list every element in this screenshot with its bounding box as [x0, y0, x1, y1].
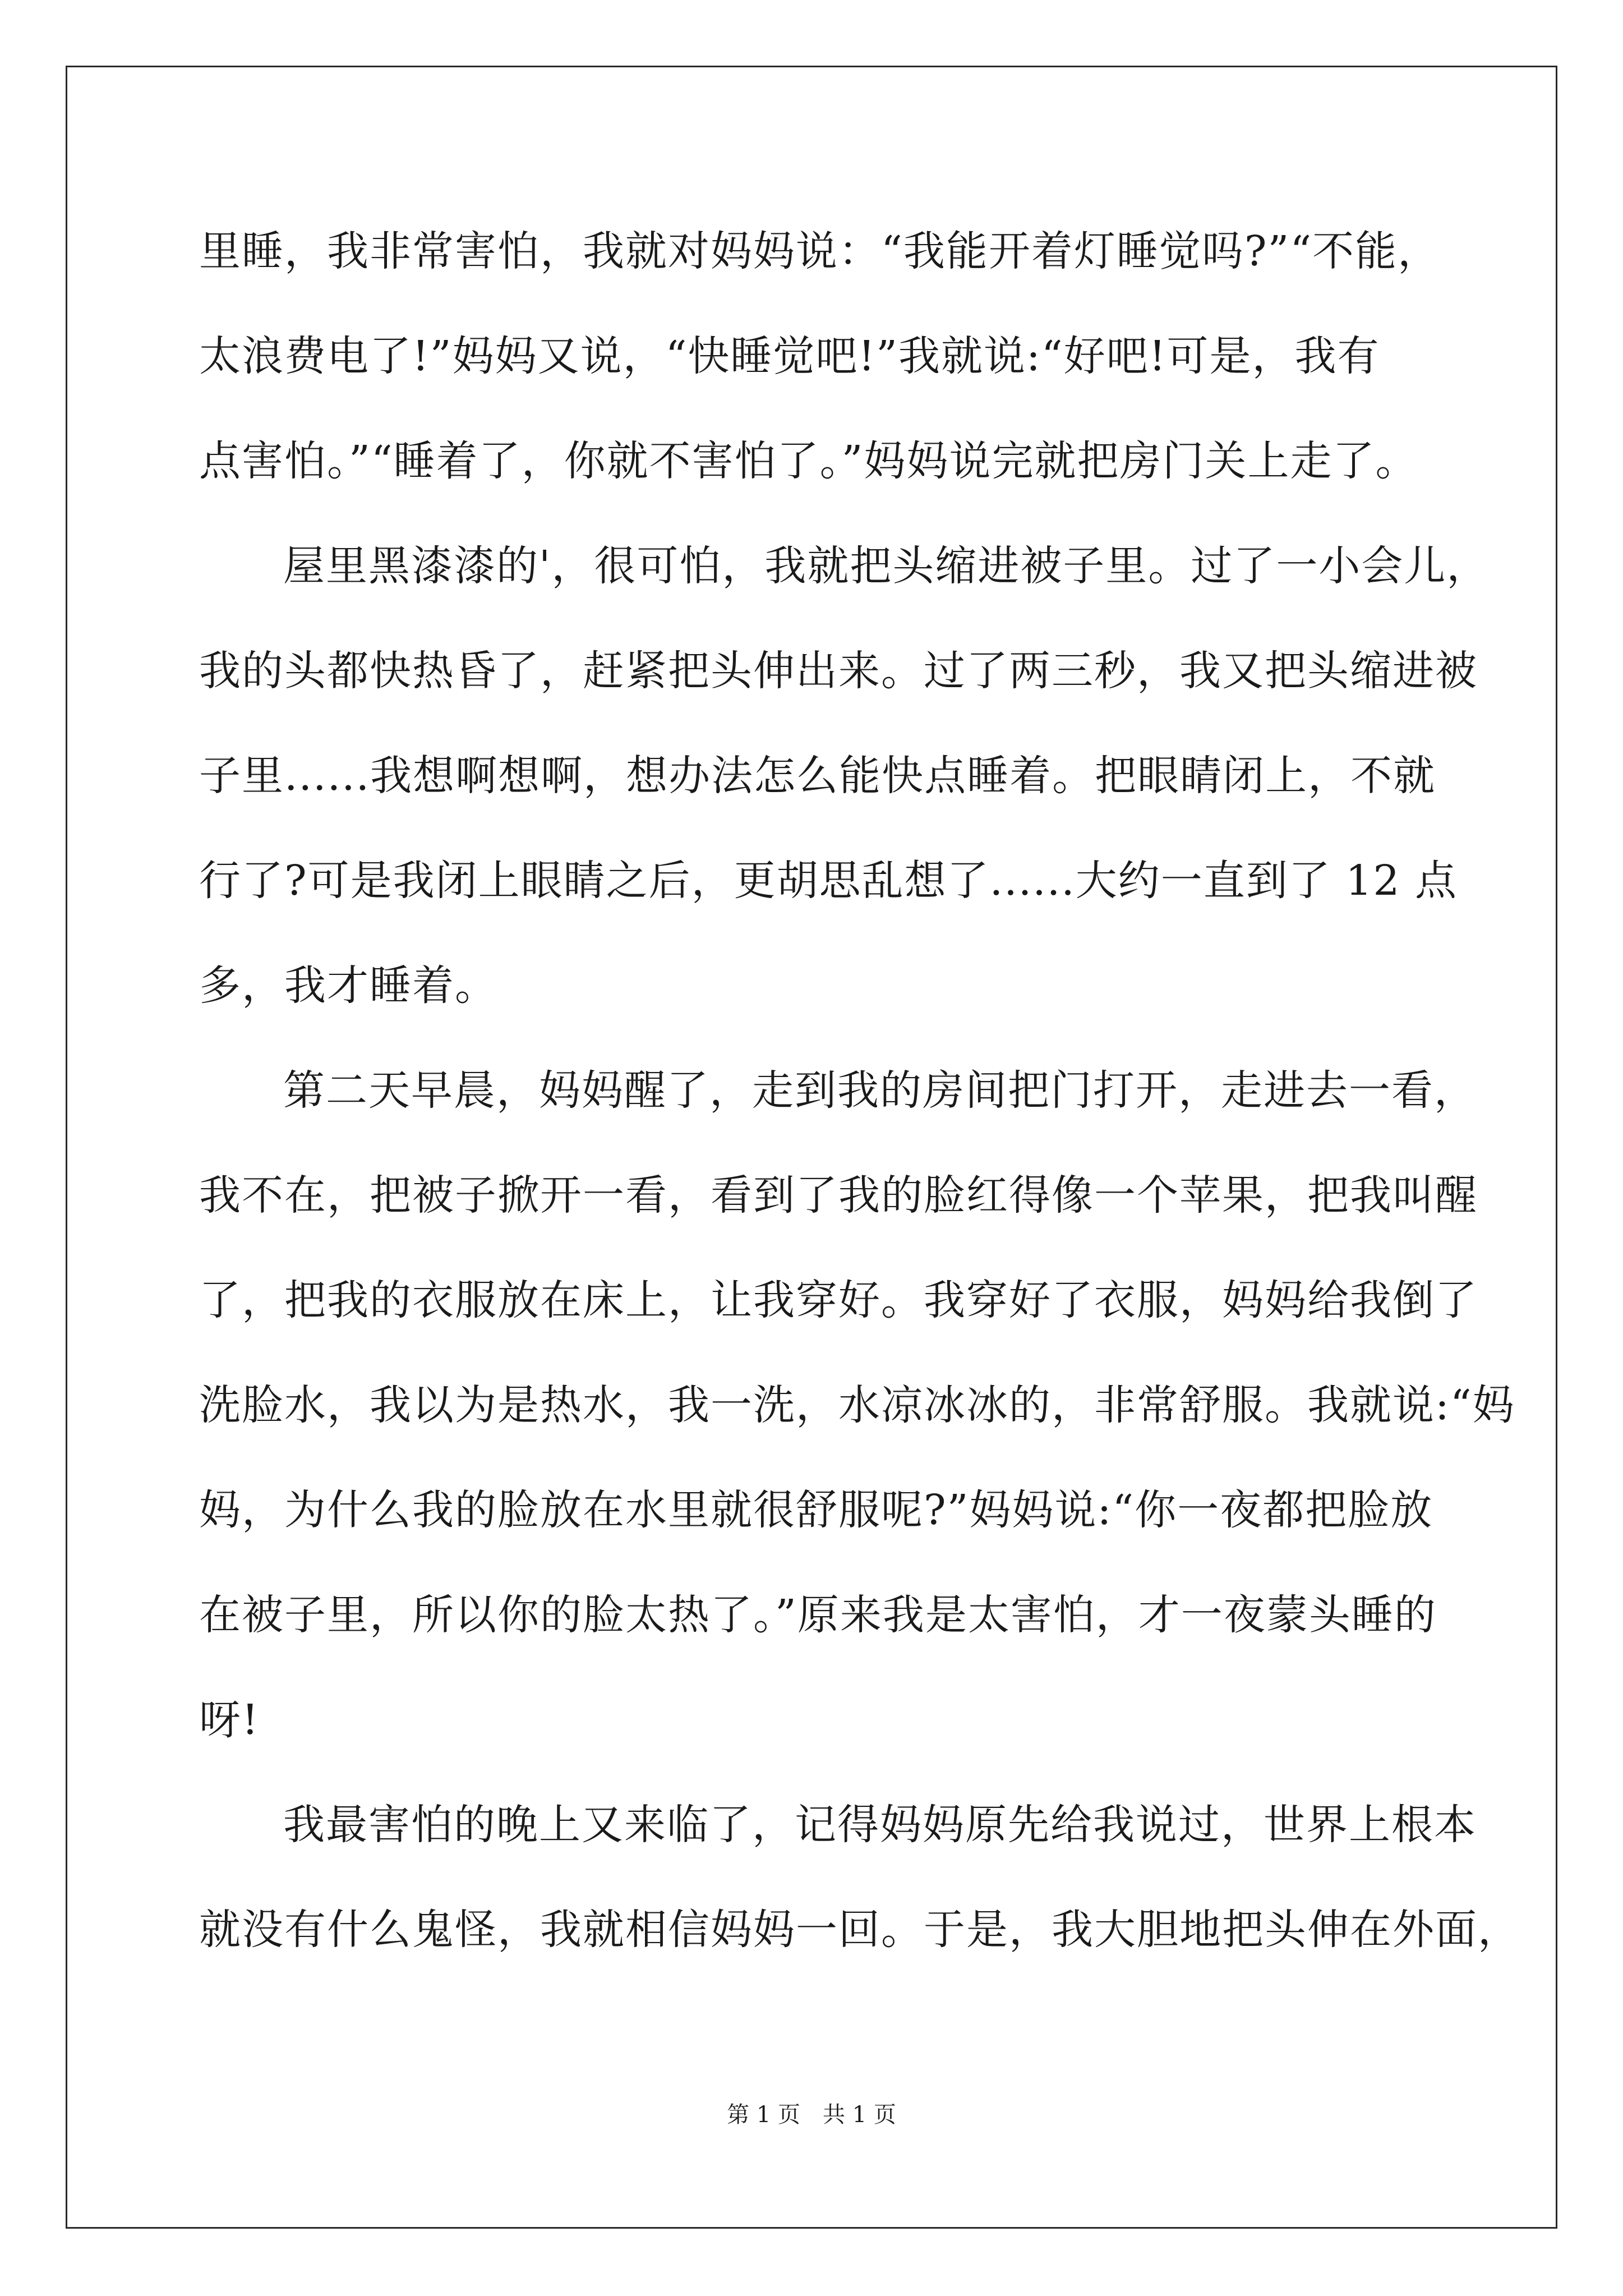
text-line: 行了?可是我闭上眼睛之后，更胡思乱想了......大约一直到了 12 点 [199, 857, 1458, 905]
text-line: 我的头都快热昏了，赶紧把头伸出来。过了两三秒，我又把头缩进被 [199, 647, 1478, 695]
text-line: 太浪费电了!”妈妈又说，“快睡觉吧!”我就说:“好吧!可是，我有 [199, 332, 1380, 380]
paragraph-first-line: 屋里黑漆漆的'，很可怕，我就把头缩进被子里。过了一小会儿， [283, 542, 1490, 590]
text-line: 了，把我的衣服放在床上，让我穿好。我穿好了衣服，妈妈给我倒了 [199, 1276, 1478, 1324]
paragraph-first-line: 第二天早晨，妈妈醒了，走到我的房间把门打开，走进去一看， [283, 1066, 1477, 1115]
text-line: 就没有什么鬼怪，我就相信妈妈一回。于是，我大胆地把头伸在外面， [199, 1906, 1520, 1954]
paragraph-first-line: 我最害怕的晚上又来临了，记得妈妈原先给我说过，世界上根本 [283, 1801, 1477, 1849]
document-body [199, 199, 1520, 1982]
text-line: 呀! [199, 1696, 260, 1744]
text-line: 洗脸水，我以为是热水，我一洗，水凉冰冰的，非常舒服。我就说:“妈 [199, 1381, 1515, 1429]
text-line: 多，我才睡着。 [199, 961, 497, 1010]
text-line: 我不在，把被子掀开一看，看到了我的脸红得像一个苹果，把我叫醒 [199, 1171, 1478, 1220]
text-line: 里睡，我非常害怕，我就对妈妈说：“我能开着灯睡觉吗?”“不能， [199, 227, 1441, 275]
text-line: 在被子里，所以你的脸太热了。”原来我是太害怕，才一夜蒙头睡的 [199, 1591, 1437, 1639]
text-line: 妈，为什么我的脸放在水里就很舒服呢?”妈妈说:“你一夜都把脸放 [199, 1486, 1433, 1534]
text-line: 子里......我想啊想啊，想办法怎么能快点睡着。把眼睛闭上，不就 [199, 752, 1436, 800]
page-number-footer: 第 1 页 共 1 页 [727, 2102, 896, 2128]
text-line: 点害怕。”“睡着了，你就不害怕了。”妈妈说完就把房门关上走了。 [199, 437, 1418, 485]
